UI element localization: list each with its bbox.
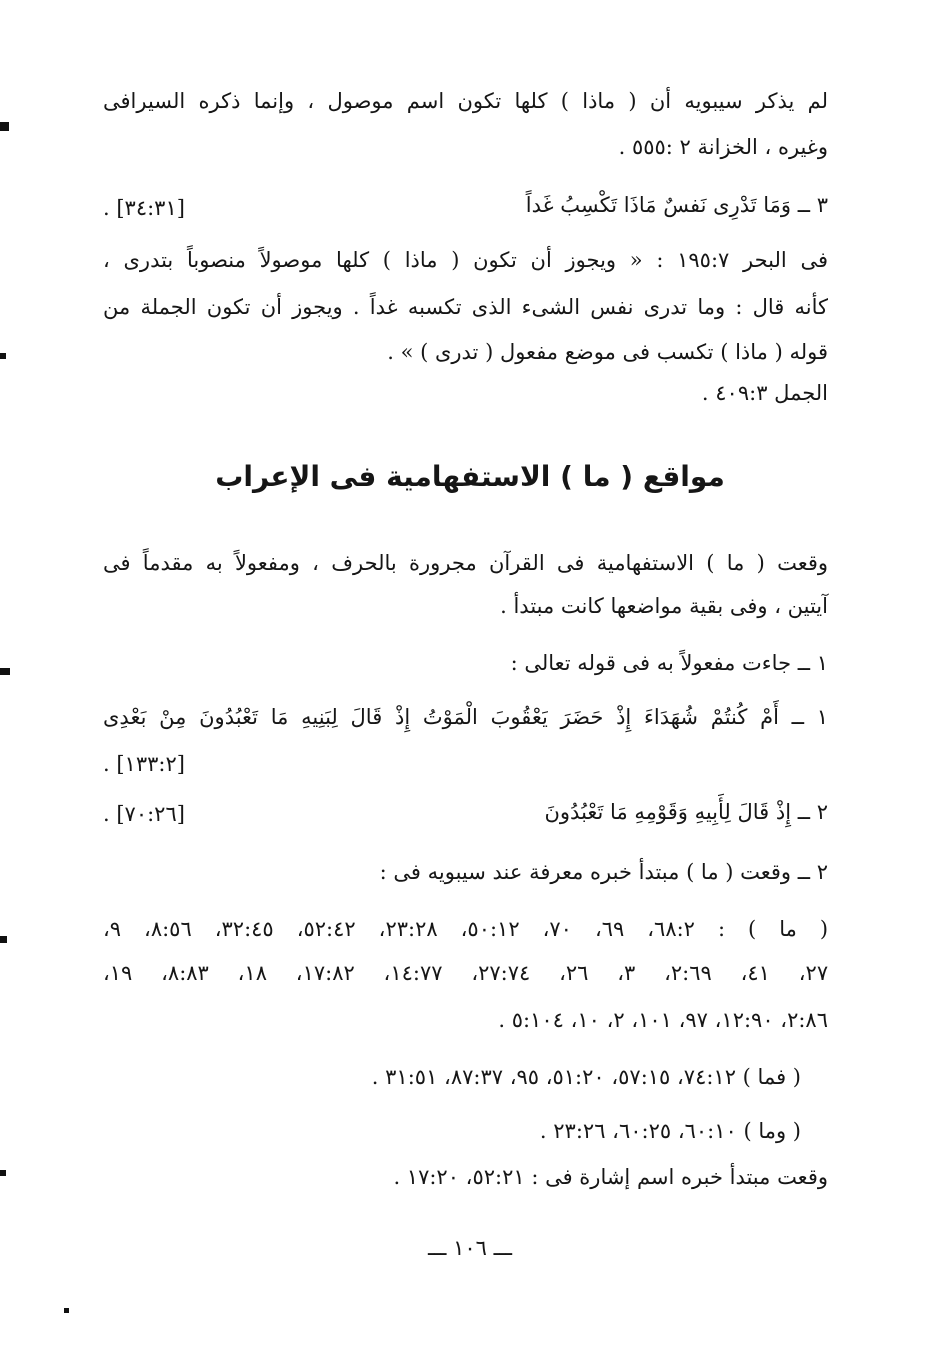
scan-edge-mark <box>64 1308 69 1313</box>
bahr-line-2: كأنه قال : وما تدرى نفس الشىء الذى تكسبه غداً . ويجوز أن تكون الجملة من <box>103 295 828 319</box>
scan-edge-mark <box>0 353 6 359</box>
bahr-line-1: فى البحر ١٩٥:٧ : « ويجوز أن تكون ( ماذا ) كلها موصولاً منصوباً بتدرى ، <box>103 248 829 272</box>
references-line-3: ٢:٨٦، ١٢:٩٠، ٩٧، ١٠١، ٢، ١٠، ٥:١٠٤ . <box>498 1008 828 1032</box>
section-para-line-2: آيتين ، وفى بقية مواضعها كانت مبتدأ . <box>500 594 828 618</box>
ishara-line: وقعت مبتدأ خبره اسم إشارة فى : ٥٢:٢١، ١٧:٢٠ . <box>393 1165 828 1189</box>
scan-edge-mark <box>0 1170 6 1176</box>
scan-edge-mark <box>0 668 10 675</box>
page-number: ـــ ١٠٦ ـــ <box>427 1236 513 1260</box>
references-line-2: ٢٧، ٤١، ٢:٦٩، ٣، ٢٦، ٢٧:٧٤، ١٤:٧٧، ١٧:٨٢، ١٨، ٨:٨٣، ١٩، <box>103 961 829 985</box>
section-heading: مواقع ( ما ) الاستفهامية فى الإعراب <box>215 460 725 493</box>
verse-1-citation: [١٣٣:٢] . <box>103 752 185 776</box>
scan-edge-mark <box>0 936 7 943</box>
wama-references: ( وما ) ٦٠:١٠، ٦٠:٢٥، ٢٣:٢٦ . <box>539 1119 801 1143</box>
section-para-line-1: وقعت ( ما ) الاستفهامية فى القرآن مجرورة بالحرف ، ومفعولاً به مقدماً فى <box>103 551 828 575</box>
fama-references: ( فما ) ٧٤:١٢، ٥٧:١٥، ٥١:٢٠، ٩٥، ٨٧:٣٧، ٣١:٥١ . <box>371 1065 801 1089</box>
scan-edge-mark <box>0 122 9 131</box>
verse-3-citation: [٣٤:٣١] . <box>103 196 185 220</box>
verse-3: ٣ ــ وَمَا تَدْرِى نَفسٌ مَاذَا تَكْسِبُ غَداً <box>525 193 828 217</box>
item-1-heading: ١ ــ جاءت مفعولاً به فى قوله تعالى : <box>510 651 828 675</box>
item-2-heading: ٢ ــ وقعت ( ما ) مبتدأ خبره معرفة عند سيبويه فى : <box>379 860 828 884</box>
intro-line-2: وغيره ، الخزانة ٢ :٥٥٥ . <box>618 135 828 159</box>
verse-1-line: ١ ــ أَمْ كُنتُمْ شُهَدَاءَ إِذْ حَضَرَ يَعْقُوبَ الْمَوْتُ إِذْ قَالَ لِبَنِيهِ مَا تَعْبُدُونَ مِنْ بَعْدِى <box>103 705 828 729</box>
references-line-1: ( ما ) : ٦٨:٢، ٦٩، ٧٠، ٥٠:١٢، ٢٣:٢٨، ٥٢:٤٢، ٣٢:٤٥، ٨:٥٦، ٩، <box>103 917 829 941</box>
intro-line-1: لم يذكر سيبويه أن ( ماذا ) كلها تكون اسم موصول ، وإنما ذكره السيرافى <box>103 89 828 113</box>
bahr-line-3: قوله ( ماذا ) تكسب فى موضع مفعول ( تدرى ) » . <box>387 340 828 364</box>
bahr-line-4: الجمل ٤٠٩:٣ . <box>701 381 828 405</box>
verse-2-citation: [٧٠:٢٦] . <box>103 802 185 826</box>
verse-2: ٢ ــ إِذْ قَالَ لِأَبِيهِ وَقَوْمِهِ مَا تَعْبُدُونَ <box>544 800 828 824</box>
